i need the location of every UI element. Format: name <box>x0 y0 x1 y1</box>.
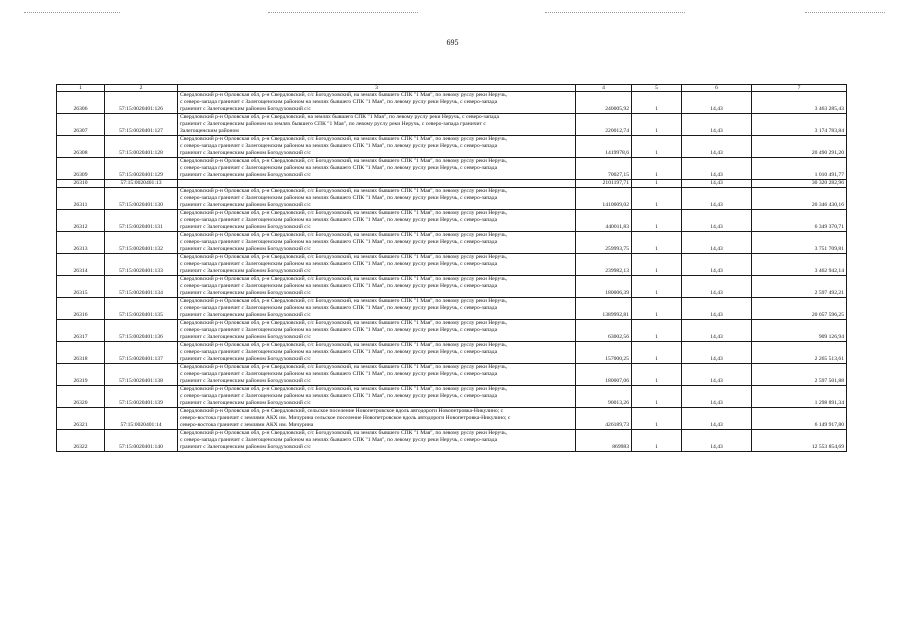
rate-cell: 14,43 <box>682 341 752 363</box>
area-cell: 70027,15 <box>576 158 632 180</box>
share-cell: 1 <box>632 407 682 429</box>
cadastral-number-cell: 57:15:0020401:129 <box>105 158 178 180</box>
cadastral-number-cell: 57:15:0020401:132 <box>105 231 178 253</box>
column-header: 6 <box>682 85 752 92</box>
table-row <box>57 363 847 385</box>
cadastral-number-cell: 57:15:0020401:14 <box>105 407 178 429</box>
area-cell: 63002,56 <box>576 319 632 341</box>
area-cell: 869983 <box>576 429 632 451</box>
location-description-cell <box>178 407 576 429</box>
rate-cell: 14,43 <box>682 136 752 158</box>
cadastral-value-cell: 3 463 285,43 <box>752 92 847 114</box>
table-row <box>57 136 847 158</box>
location-description-cell <box>178 114 576 136</box>
description-line: граничит с Залегощенским районом Богодуховский с/с <box>180 400 311 406</box>
description-line: с северо-запада граничит с Залегощенским районом на землях бывшего СПК "1 Мая", по левому руслу реки Неручь, с северо-запада <box>180 99 498 106</box>
share-cell: 1 <box>632 92 682 114</box>
description-line: Свердловский р-н Орловская обл, р-н Свердловский, с/с Богодуховский, на землях бывшего СПК "1 Мая", по левому руслу реки Неручь, <box>180 210 508 217</box>
description-line: с северо-запада граничит с Залегощенским районом на землях бывшего СПК "1 Мая", по левому руслу реки Неручь, с северо-запада <box>180 143 498 150</box>
area-cell: 1410009,02 <box>576 187 632 209</box>
row-number-cell: 26308 <box>57 136 105 158</box>
column-header: 2 <box>105 85 178 92</box>
description-line: Свердловский р-н Орловская обл, р-н Свердловский, с/с Богодуховский, на землях бывшего СПК "1 Мая", по левому руслу реки Неручь, <box>180 386 508 393</box>
table-row <box>57 319 847 341</box>
share-cell: 1 <box>632 253 682 275</box>
description-line: граничит с Залегощенским районом Богодуховский с/с <box>180 378 311 384</box>
description-line: Свердловский р-н Орловская обл, р-н Свердловский, с/с Богодуховский, на землях бывшего СПК "1 Мая", по левому руслу реки Неручь, <box>180 320 508 327</box>
area-cell: 180007,06 <box>576 363 632 385</box>
column-header: 3 <box>178 85 576 92</box>
column-header: 5 <box>632 85 682 92</box>
table-row <box>57 231 847 253</box>
description-line: Свердловский р-н Орловская обл, р-н Свердловский, с/с Богодуховский, на землях бывшего СПК "1 Мая", по левому руслу реки Неручь, <box>180 188 508 195</box>
row-number-cell: 26319 <box>57 363 105 385</box>
column-header: 4 <box>576 85 632 92</box>
description-line: граничит с Залегощенским районом Богодуховский с/с <box>180 202 311 208</box>
description-line: с северо-запада граничит с Залегощенским районом на землях бывшего СПК "1 Мая", по левому руслу реки Неручь, с северо-запада <box>180 349 498 356</box>
description-line: Свердловский р-н Орловская обл, р-н Свердловский, с/с Богодуховский, на землях бывшего СПК "1 Мая", по левому руслу реки Неручь, <box>180 298 508 305</box>
row-number-cell: 26311 <box>57 187 105 209</box>
description-line: граничит с Залегощенским районом Богодуховский с/с <box>180 172 311 179</box>
page-number: 695 <box>446 38 459 47</box>
location-description-cell <box>178 297 576 319</box>
table-row <box>57 92 847 114</box>
cadastral-value-cell: 6 349 370,71 <box>752 209 847 231</box>
rate-cell: 14,43 <box>682 407 752 429</box>
rate-cell: 14,43 <box>682 363 752 385</box>
cadastral-value-cell: 3 751 709,81 <box>752 231 847 253</box>
description-line: граничит с Залегощенским районом Богодуховский с/с <box>180 312 311 318</box>
description-line: с северо-запада граничит с Залегощенским районом на землях бывшего СПК "1 Мая", по левому руслу реки Неручь, с северо-запада <box>180 327 498 334</box>
rate-cell: 14,43 <box>682 158 752 180</box>
share-cell: 1 <box>632 275 682 297</box>
description-line: Свердловский р-н Орловская обл, р-н Свердловский, с/с Богодуховский, на землях бывшего СПК "1 Мая", по левому руслу реки Неручь, <box>180 232 508 239</box>
cadastral-number-cell: 57:15:0020401:136 <box>105 319 178 341</box>
share-cell: 1 <box>632 429 682 451</box>
description-line: с северо-запада граничит с Залегощенским районом на землях бывшего СПК "1 Мая", по левому руслу реки Неручь, с северо-запада <box>180 261 498 268</box>
cadastral-value-cell: 1 010 491,77 <box>752 158 847 180</box>
cadastral-value-cell: 20 490 291,20 <box>752 136 847 158</box>
table-body <box>57 92 847 452</box>
rate-cell: 14,43 <box>682 385 752 407</box>
row-number-cell: 26310 <box>57 180 105 188</box>
description-line: граничит с Залегощенским районом Богодуховский с/с <box>180 356 311 362</box>
area-cell: 240005,92 <box>576 92 632 114</box>
location-description-cell <box>178 319 576 341</box>
table-row <box>57 407 847 429</box>
description-line: с северо-запада граничит с Залегощенским районом на землях бывшего СПК "1 Мая", по левому руслу реки Неручь, с северо-запада <box>180 305 498 312</box>
table-row <box>57 341 847 363</box>
cadastral-value-cell: 3 174 783,84 <box>752 114 847 136</box>
description-line: с северо-запада граничит с Залегощенским районом на землях бывшего СПК "1 Мая", по левому руслу реки Неручь, с северо-запада <box>180 195 498 202</box>
row-number-cell: 26321 <box>57 407 105 429</box>
location-description-cell <box>178 187 576 209</box>
area-cell: 1389992,81 <box>576 297 632 319</box>
description-line: с северо-запада граничит с Залегощенским районом на землях бывшего СПК "1 Мая", по левому руслу реки Неручь, с северо-запада <box>180 283 498 290</box>
row-number-cell: 26316 <box>57 297 105 319</box>
scan-artifact <box>545 12 685 13</box>
share-cell: 1 <box>632 158 682 180</box>
location-description-cell <box>178 180 576 188</box>
rate-cell: 14,43 <box>682 231 752 253</box>
scan-artifact <box>805 12 885 13</box>
description-line: Свердловский р-н Орловская обл, р-н Свердловский, сельское поселение Новопетровское вдоль автодороги Новопетровка-Никулино; с <box>180 408 504 415</box>
area-cell: 426189,73 <box>576 407 632 429</box>
description-line: граничит с Залегощенским районом Богодуховский с/с <box>180 246 311 252</box>
rate-cell: 14,43 <box>682 253 752 275</box>
area-cell: 259993,75 <box>576 231 632 253</box>
description-line: с северо-запада граничит с Залегощенским районом на землях бывшего СПК "1 Мая", по левому руслу реки Неручь, с северо-запада <box>180 165 498 172</box>
cadastral-value-cell: 2 265 513,61 <box>752 341 847 363</box>
location-description-cell <box>178 275 576 297</box>
cadastral-number-cell: 57:15:0020401:134 <box>105 275 178 297</box>
share-cell: 1 <box>632 180 682 188</box>
rate-cell: 14,43 <box>682 92 752 114</box>
share-cell: 1 <box>632 385 682 407</box>
cadastral-number-cell: 57:15:0020401:128 <box>105 136 178 158</box>
cadastral-number-cell: 57:15:0020401:133 <box>105 253 178 275</box>
description-line: с северо-запада граничит с Залегощенским районом на землях бывшего СПК "1 Мая", по левому руслу реки Неручь, с северо-запада <box>180 217 498 224</box>
table-row <box>57 429 847 451</box>
area-cell: 90013,26 <box>576 385 632 407</box>
location-description-cell <box>178 92 576 114</box>
location-description-cell <box>178 385 576 407</box>
row-number-cell: 26314 <box>57 253 105 275</box>
description-line: Свердловский р-н Орловская обл, р-н Свердловский, с/с Богодуховский, на землях бывшего СПК "1 Мая", по левому руслу реки Неручь, <box>180 364 508 371</box>
description-line: граничит с Залегощенским районом Богодуховский с/с <box>180 268 311 274</box>
description-line: граничит с Залегощенским районом Богодуховский с/с <box>180 150 311 157</box>
description-line: граничит с Залегощенским районом Богодуховский с/с <box>180 106 311 113</box>
rate-cell: 14,43 <box>682 319 752 341</box>
rate-cell: 14,43 <box>682 429 752 451</box>
description-line: Свердловский р-н Орловская обл, р-н Свердловский, с/с Богодуховский, на землях бывшего СПК "1 Мая", по левому руслу реки Неручь, <box>180 342 508 349</box>
table-row <box>57 253 847 275</box>
share-cell: 1 <box>632 363 682 385</box>
location-description-cell <box>178 363 576 385</box>
description-line: с северо-запада граничит с Залегощенским районом на землях бывшего СПК "1 Мая", по левому руслу реки Неручь, с северо-запада <box>180 239 498 246</box>
row-number-cell: 26317 <box>57 319 105 341</box>
cadastral-number-cell: 57:15:0020401:139 <box>105 385 178 407</box>
cadastral-number-cell: 57:15:0020401:138 <box>105 363 178 385</box>
description-line: Свердловский р-н Орловская обл, р-н Свердловский, с/с Богодуховский, на землях бывшего СПК "1 Мая", по левому руслу реки Неручь, <box>180 430 508 437</box>
cadastral-number-cell: 57:15:0020401:127 <box>105 114 178 136</box>
table-row <box>57 297 847 319</box>
cadastral-value-cell: 909 126,94 <box>752 319 847 341</box>
cadastral-value-cell: 3 462 942,14 <box>752 253 847 275</box>
description-line: Свердловский р-н Орловская обл, р-н Свердловский, с/с Богодуховский, на землях бывшего СПК "1 Мая", по левому руслу реки Неручь, <box>180 276 508 283</box>
description-line: граничит с Залегощенским районом на землях бывшего СПК "1 Мая", по левому руслу реки Неручь, с северо-запада граничит с <box>180 121 486 128</box>
location-description-cell <box>178 341 576 363</box>
share-cell: 1 <box>632 319 682 341</box>
table-row <box>57 158 847 180</box>
cadastral-value-cell: 30 320 282,96 <box>752 180 847 188</box>
description-line: Залегощенским районом <box>180 128 239 135</box>
area-cell: 157000,25 <box>576 341 632 363</box>
rate-cell: 14,43 <box>682 180 752 188</box>
area-cell: 180006,39 <box>576 275 632 297</box>
area-cell: 1419978,6 <box>576 136 632 158</box>
row-number-cell: 26315 <box>57 275 105 297</box>
cadastral-number-cell: 57:15:0020401:126 <box>105 92 178 114</box>
description-line: с северо-запада граничит с Залегощенским районом на землях бывшего СПК "1 Мая", по левому руслу реки Неручь, с северо-запада <box>180 437 498 444</box>
column-header: 7 <box>752 85 847 92</box>
header-row <box>57 85 847 92</box>
cadastral-value-cell: 20 346 430,16 <box>752 187 847 209</box>
cadastral-value-cell: 20 057 596,25 <box>752 297 847 319</box>
row-number-cell: 26306 <box>57 92 105 114</box>
cadastral-number-cell: 57:15:0020401:130 <box>105 187 178 209</box>
location-description-cell <box>178 158 576 180</box>
description-line: граничит с Залегощенским районом Богодуховский с/с <box>180 334 311 340</box>
cadastral-number-cell: 57:15:0020401:140 <box>105 429 178 451</box>
rate-cell: 14,43 <box>682 297 752 319</box>
row-number-cell: 26320 <box>57 385 105 407</box>
table-row <box>57 114 847 136</box>
rate-cell: 14,43 <box>682 275 752 297</box>
rate-cell: 14,43 <box>682 209 752 231</box>
share-cell: 1 <box>632 209 682 231</box>
row-number-cell: 26312 <box>57 209 105 231</box>
description-line: граничит с Залегощенским районом Богодуховский с/с <box>180 444 311 450</box>
share-cell: 1 <box>632 187 682 209</box>
share-cell: 1 <box>632 136 682 158</box>
scan-artifact <box>24 12 120 13</box>
cadastral-value-cell: 2 597 492,21 <box>752 275 847 297</box>
cadastral-number-cell: 57:15:0020401:135 <box>105 297 178 319</box>
cadastral-value-cell: 6 149 917,80 <box>752 407 847 429</box>
cadastral-number-cell: 57:15:0020401:131 <box>105 209 178 231</box>
table-row <box>57 187 847 209</box>
share-cell: 1 <box>632 341 682 363</box>
land-register-table <box>56 84 847 452</box>
cadastral-value-cell: 1 298 891,34 <box>752 385 847 407</box>
location-description-cell <box>178 136 576 158</box>
area-cell: 239982,13 <box>576 253 632 275</box>
cadastral-number-cell: 57:15:0020401:137 <box>105 341 178 363</box>
location-description-cell <box>178 429 576 451</box>
description-line: Свердловский р-н Орловская обл, р-н Свердловский, с/с Богодуховский, на землях бывшего СПК "1 Мая", по левому руслу реки Неручь, <box>180 92 508 99</box>
share-cell: 1 <box>632 297 682 319</box>
column-header: 1 <box>57 85 105 92</box>
description-line: Свердловский р-н Орловская обл, р-н Свердловский, с/с Богодуховский, на землях бывшего СПК "1 Мая", по левому руслу реки Неручь, <box>180 136 508 143</box>
cadastral-number-cell: 57:15:0020401:13 <box>105 180 178 188</box>
description-line: граничит с Залегощенским районом Богодуховский с/с <box>180 224 311 230</box>
cadastral-value-cell: 12 553 854,69 <box>752 429 847 451</box>
table-row <box>57 180 847 188</box>
description-line: Свердловский р-н Орловская обл, р-н Свердловский, с/с Богодуховский, на землях бывшего СПК "1 Мая", по левому руслу реки Неручь, <box>180 158 508 165</box>
row-number-cell: 26307 <box>57 114 105 136</box>
rate-cell: 14,43 <box>682 114 752 136</box>
area-cell: 440011,83 <box>576 209 632 231</box>
description-line: северо-востока граничит с землями АКХ им. Мичурина <box>180 422 314 428</box>
rate-cell: 14,43 <box>682 187 752 209</box>
cadastral-value-cell: 2 597 501,88 <box>752 363 847 385</box>
table-row <box>57 209 847 231</box>
area-cell: 2101197,71 <box>576 180 632 188</box>
scan-artifact <box>268 12 418 13</box>
location-description-cell <box>178 253 576 275</box>
row-number-cell: 26318 <box>57 341 105 363</box>
description-line: с северо-запада граничит с Залегощенским районом на землях бывшего СПК "1 Мая", по левому руслу реки Неручь, с северо-запада <box>180 393 498 400</box>
location-description-cell <box>178 231 576 253</box>
row-number-cell: 26313 <box>57 231 105 253</box>
description-line: с северо-запада граничит с Залегощенским районом на землях бывшего СПК "1 Мая", по левому руслу реки Неручь, с северо-запада <box>180 371 498 378</box>
description-line: граничит с Залегощенским районом Богодуховский с/с <box>180 290 311 296</box>
row-number-cell: 26322 <box>57 429 105 451</box>
share-cell: 1 <box>632 231 682 253</box>
table-row <box>57 275 847 297</box>
share-cell: 1 <box>632 114 682 136</box>
table-row <box>57 385 847 407</box>
area-cell: 220012,74 <box>576 114 632 136</box>
location-description-cell <box>178 209 576 231</box>
description-line: северо-востока граничит с землями АКХ им. Мичурина сельское поселение Новопетровское вдоль автодороги Новопетровка-Никулино; с <box>180 415 511 422</box>
description-line: Свердловский р-н Орловская обл, р-н Свердловский, с/с Богодуховский, на землях бывшего СПК "1 Мая", по левому руслу реки Неручь, <box>180 254 508 261</box>
row-number-cell: 26309 <box>57 158 105 180</box>
description-line: Свердловский р-н Орловская обл, р-н Свердловский, на землях бывшего СПК "1 Мая", по левому руслу реки Неручь, с северо-запада <box>180 114 499 121</box>
